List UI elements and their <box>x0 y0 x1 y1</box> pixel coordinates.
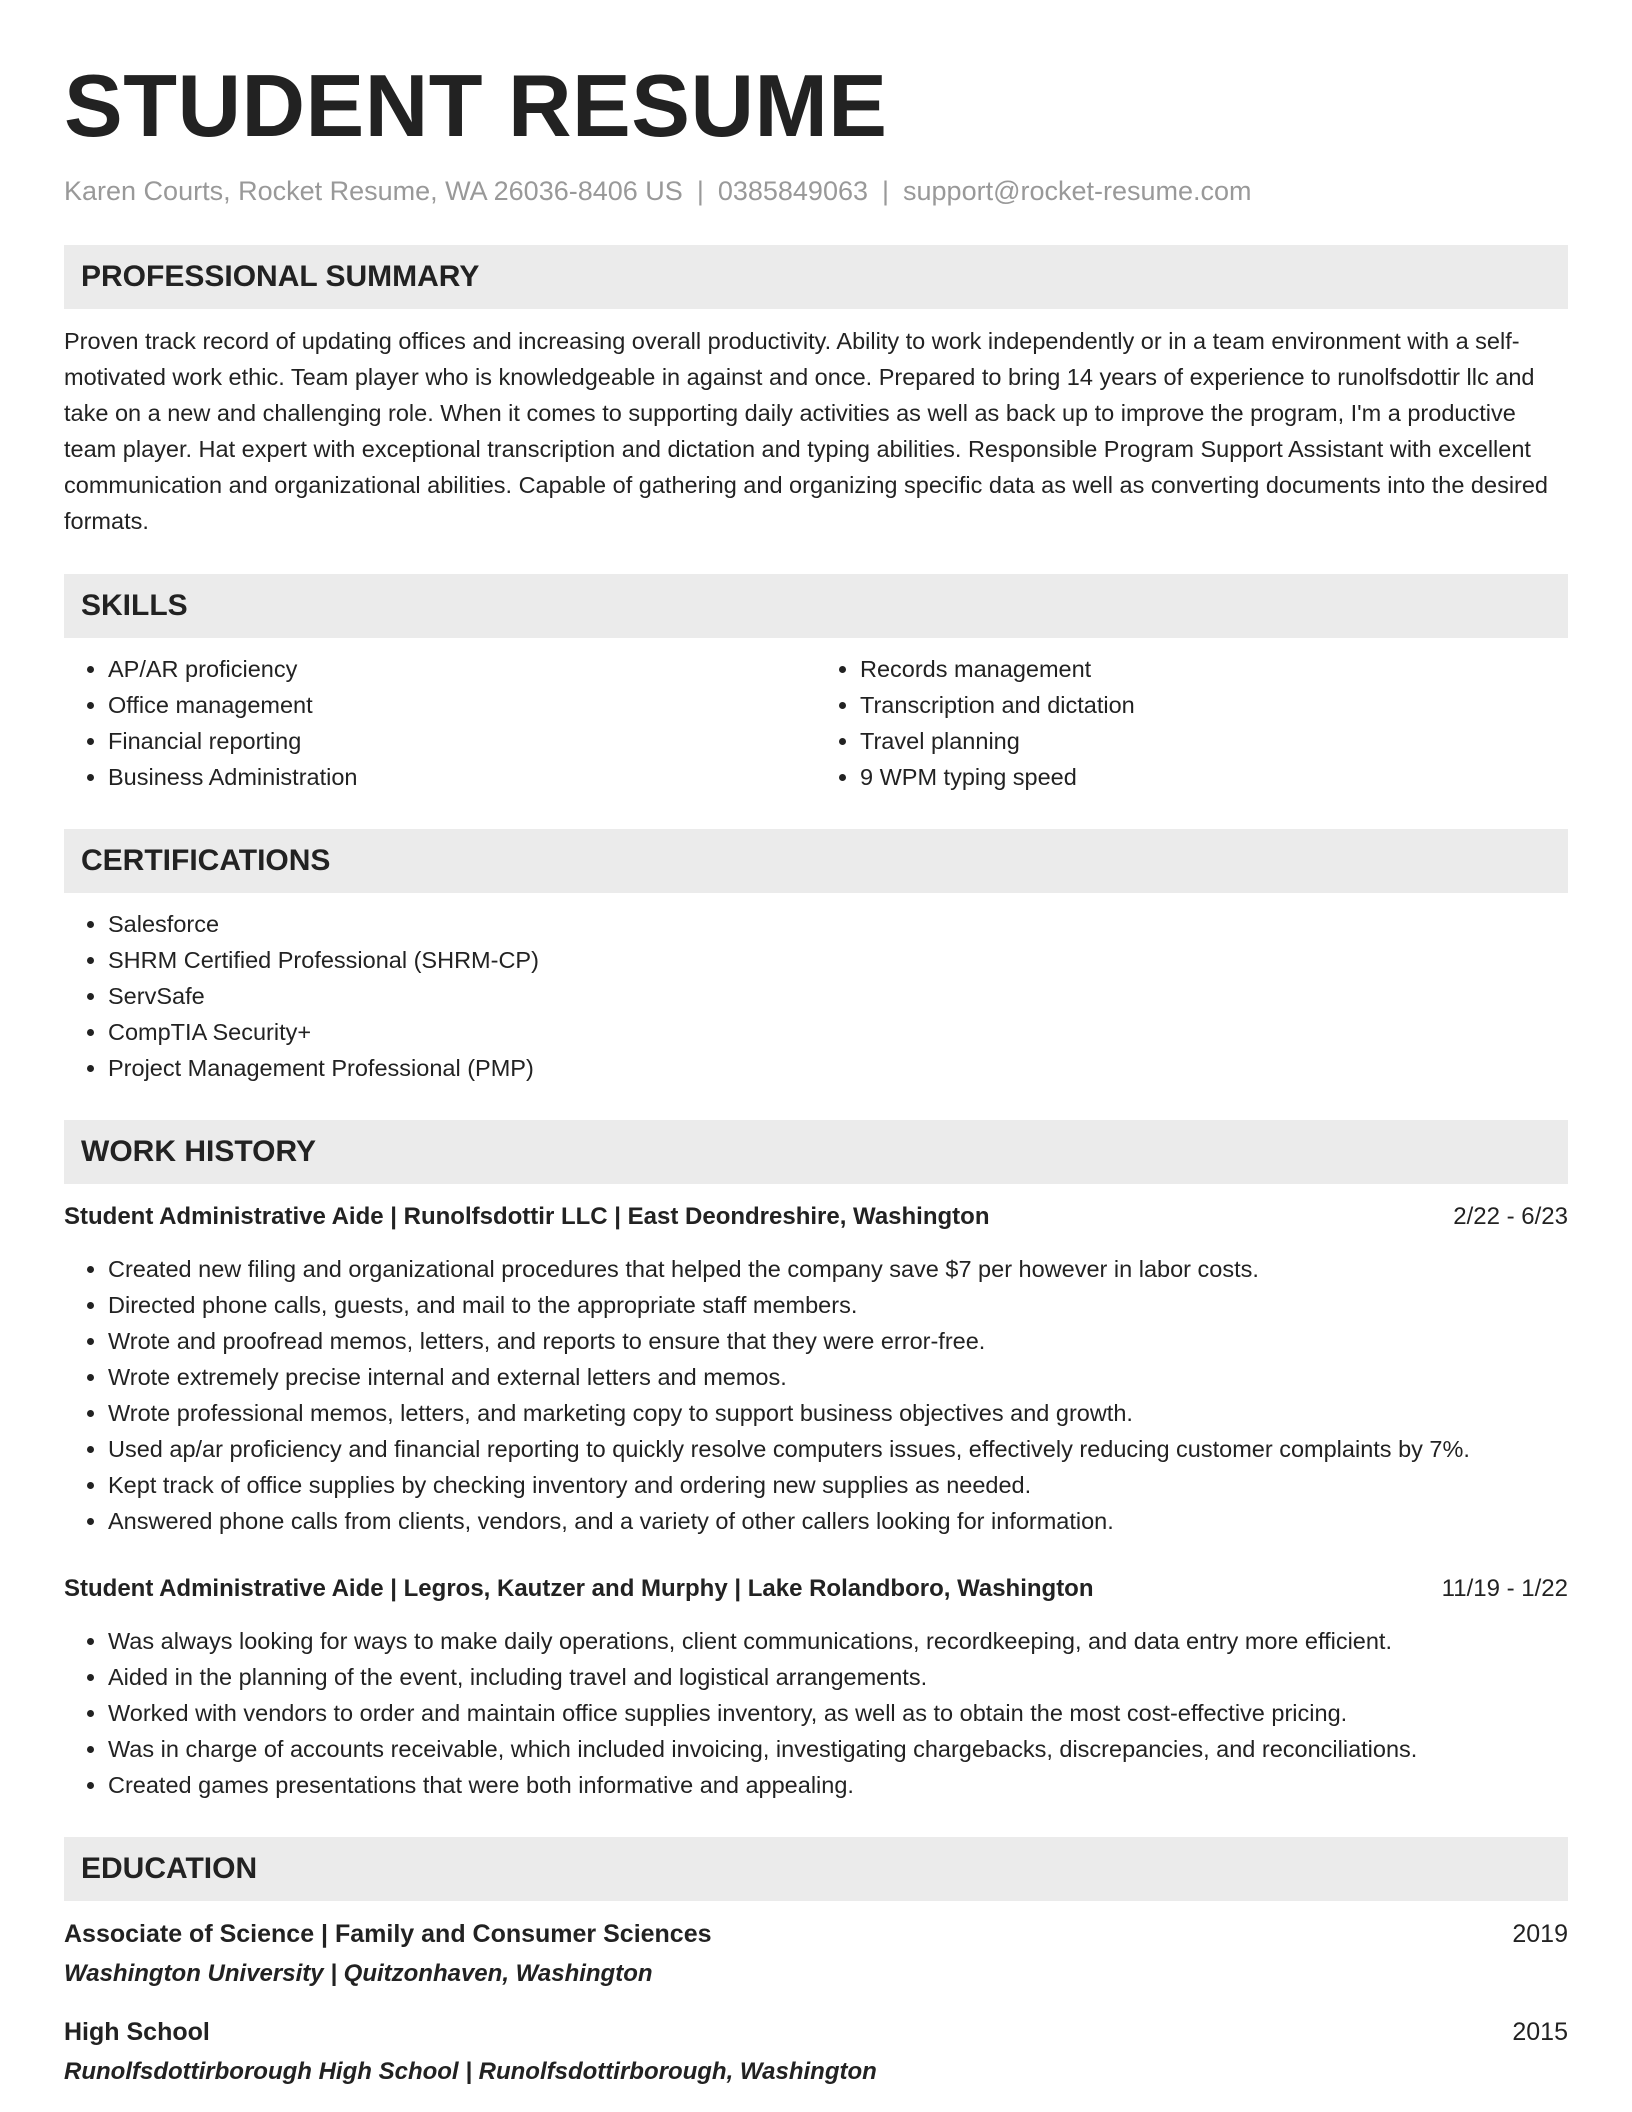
skill-item: • 9 WPM typing speed <box>860 759 1568 795</box>
education-year: 2019 <box>1512 1920 1568 1948</box>
skills-column-left <box>64 651 816 795</box>
degree-title: Associate of Science | Family and Consumer Sciences <box>64 1920 712 1948</box>
job-bullet: • Wrote professional memos, letters, and marketing copy to support business objectives and growth. <box>108 1395 1568 1431</box>
job-dates: 2/22 - 6/23 <box>1453 1203 1568 1230</box>
school-name: Washington University | Quitzonhaven, Washington <box>64 1960 653 1987</box>
certification-item: • Salesforce <box>108 906 1568 942</box>
job-bullet: • Wrote extremely precise internal and external letters and memos. <box>108 1359 1568 1395</box>
job-bullet: • Aided in the planning of the event, including travel and logistical arrangements. <box>108 1659 1568 1695</box>
certification-item: • CompTIA Security+ <box>108 1014 1568 1050</box>
education-header <box>64 1917 1568 1951</box>
section-heading-certifications: CERTIFICATIONS <box>64 829 1568 893</box>
degree-title: High School <box>64 2018 210 2046</box>
skill-item: • Travel planning <box>860 723 1568 759</box>
job-bullet: • Directed phone calls, guests, and mail to the appropriate staff members. <box>108 1287 1568 1323</box>
skills-column-right <box>816 651 1568 795</box>
skill-item: • Office management <box>108 687 816 723</box>
job-bullet: • Used ap/ar proficiency and financial reporting to quickly resolve computers issues, effectively reducing customer complaints by 7%. <box>108 1431 1568 1467</box>
job-bullet: • Kept track of office supplies by checking inventory and ordering new supplies as needed. <box>108 1467 1568 1503</box>
certification-item: • Project Management Professional (PMP) <box>108 1050 1568 1086</box>
education-year: 2015 <box>1512 2018 1568 2046</box>
job-title: Student Administrative Aide | Legros, Kautzer and Murphy | Lake Rolandboro, Washington <box>64 1575 1094 1602</box>
section-heading-summary: PROFESSIONAL SUMMARY <box>64 245 1568 309</box>
job-dates: 11/19 - 1/22 <box>1441 1575 1568 1602</box>
certification-item: • SHRM Certified Professional (SHRM-CP) <box>108 942 1568 978</box>
skill-item: • AP/AR proficiency <box>108 651 816 687</box>
job-header <box>64 1200 1568 1234</box>
job-bullet: • Created games presentations that were both informative and appealing. <box>108 1767 1568 1803</box>
contact-line <box>64 174 1568 208</box>
contact-separator: | <box>882 176 890 206</box>
job-bullet: • Was always looking for ways to make daily operations, client communications, recordkeeping, and data entry more efficient. <box>108 1623 1568 1659</box>
education-header <box>64 2015 1568 2049</box>
skill-item: • Business Administration <box>108 759 816 795</box>
page-title: STUDENT RESUME <box>64 56 888 155</box>
contact-address: Karen Courts, Rocket Resume, WA 26036-8406 US <box>64 176 683 206</box>
certification-item: • ServSafe <box>108 978 1568 1014</box>
job-bullet: • Wrote and proofread memos, letters, and reports to ensure that they were error-free. <box>108 1323 1568 1359</box>
job-bullet: • Created new filing and organizational procedures that helped the company save $7 per however in labor costs. <box>108 1251 1568 1287</box>
job-header <box>64 1572 1568 1606</box>
section-heading-education: EDUCATION <box>64 1837 1568 1901</box>
certifications-list <box>64 906 1568 1086</box>
section-heading-work-history: WORK HISTORY <box>64 1120 1568 1184</box>
job-bullet: • Worked with vendors to order and maintain office supplies inventory, as well as to obtain the most cost-effective pricing. <box>108 1695 1568 1731</box>
school-name: Runolfsdottirborough High School | Runolfsdottirborough, Washington <box>64 2058 877 2085</box>
job-bullet: • Answered phone calls from clients, vendors, and a variety of other callers looking for information. <box>108 1503 1568 1539</box>
contact-separator: | <box>696 176 704 206</box>
job-bullets <box>64 1251 1568 1539</box>
job-bullets <box>64 1623 1568 1803</box>
contact-email: support@rocket-resume.com <box>903 176 1252 206</box>
skills-list <box>64 651 1568 795</box>
skill-item: • Transcription and dictation <box>860 687 1568 723</box>
job-bullet: • Was in charge of accounts receivable, which included invoicing, investigating chargebacks, discrepancies, and reconciliations. <box>108 1731 1568 1767</box>
summary-text: Proven track record of updating offices and increasing overall productivity. Ability to work independently or in a team environment with a self-motivated work ethic. Team player who is knowledgeable in against and once. Prepared to bring 14 years of experience to runolfsdottir llc and take on a new and challenging role. When it comes to supporting daily activities as well as back up to improve the program, I'm a productive team player. Hat expert with exceptional transcription and dictation and typing abilities. Responsible Program Support Assistant with excellent communication and organizational abilities. Capable of gathering and organizing specific data as well as converting documents into the desired formats. <box>64 328 1548 534</box>
skill-item: • Records management <box>860 651 1568 687</box>
section-heading-skills: SKILLS <box>64 574 1568 638</box>
contact-phone: 0385849063 <box>717 176 868 206</box>
skill-item: • Financial reporting <box>108 723 816 759</box>
job-title: Student Administrative Aide | Runolfsdottir LLC | East Deondreshire, Washington <box>64 1203 990 1230</box>
